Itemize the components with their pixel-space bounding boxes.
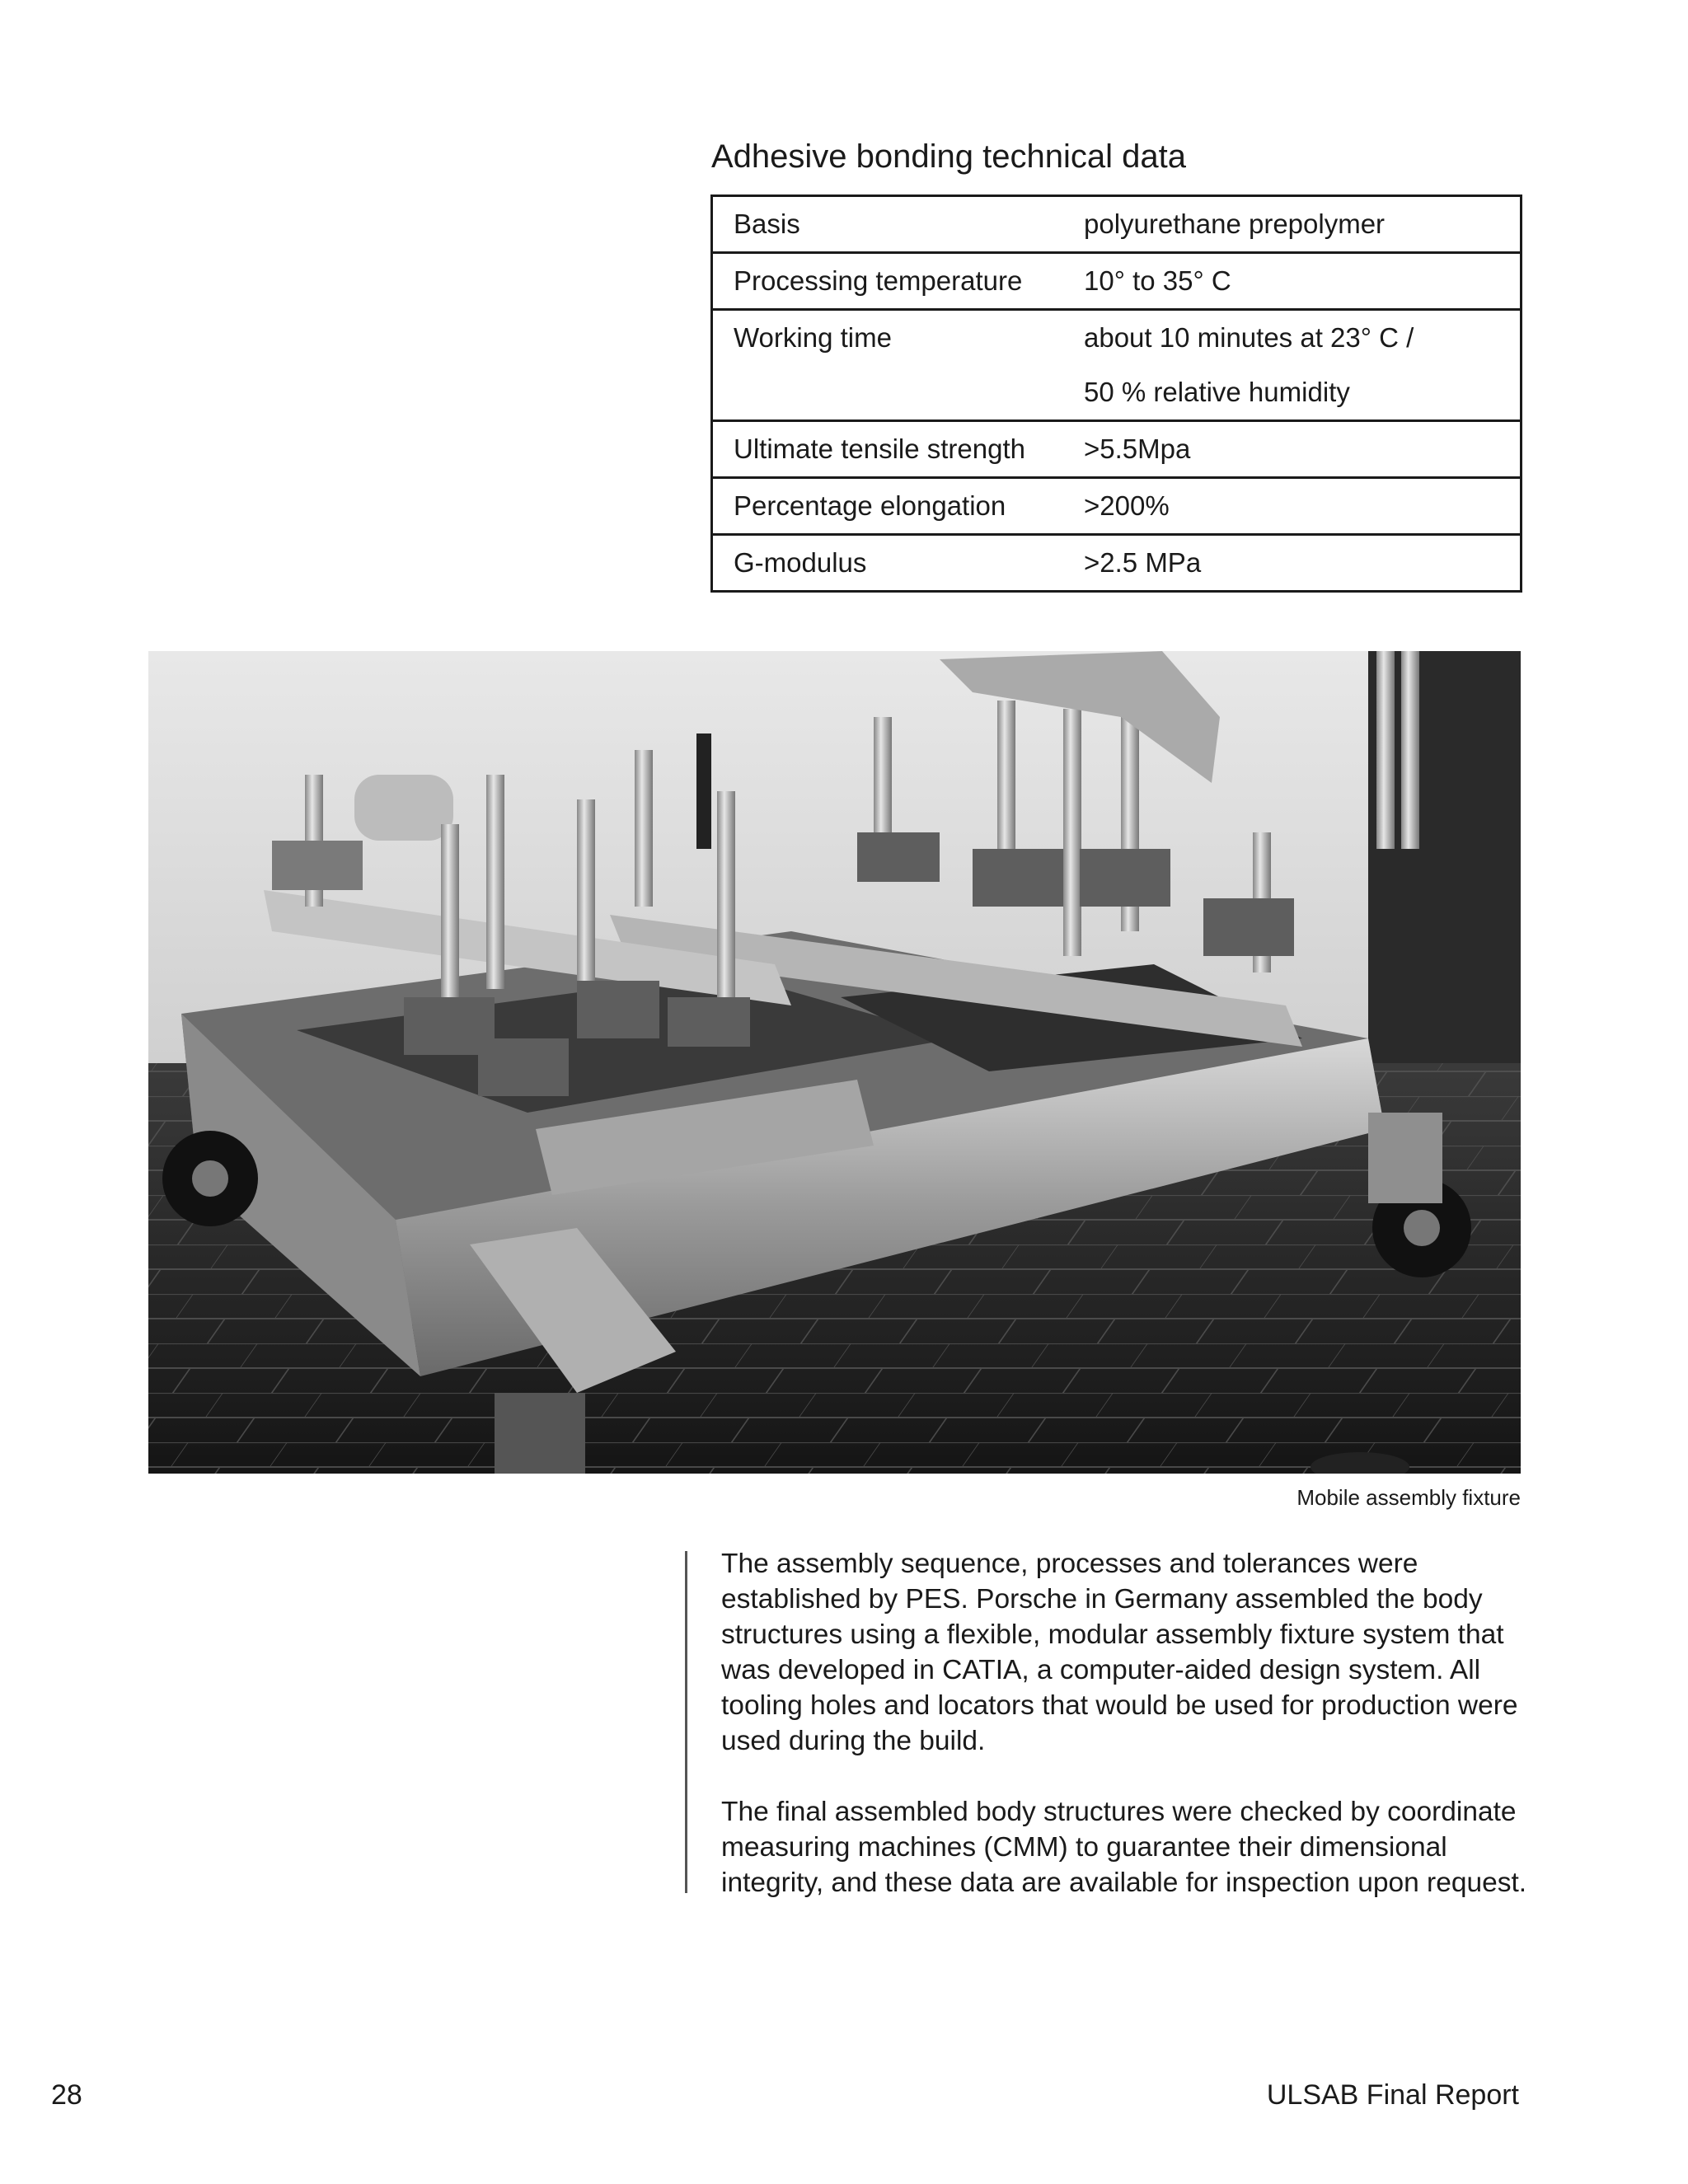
spec-value-line: about 10 minutes at 23° C / — [1084, 322, 1414, 353]
table-row — [713, 533, 1520, 590]
vertical-rule — [685, 1551, 687, 1893]
spec-label: Ultimate tensile strength — [734, 434, 1025, 464]
table-row — [713, 419, 1520, 476]
spec-value-line: >200% — [1084, 490, 1170, 521]
body-paragraph: The final assembled body structures were checked by coordinate measuring machines (CMM) to guarantee their dimensional integrity, and these data are available for inspection upon request. — [721, 1797, 1527, 1898]
body-text — [721, 1546, 1533, 1936]
spec-label: Processing temperature — [734, 265, 1023, 296]
spec-value — [1084, 479, 1520, 533]
spec-value — [1084, 536, 1520, 590]
page-number: 28 — [51, 2079, 82, 2111]
assembly-fixture-photo — [148, 651, 1521, 1474]
spec-label: Percentage elongation — [734, 490, 1006, 521]
spec-label: G-modulus — [734, 547, 867, 578]
spec-value — [1084, 197, 1520, 251]
table-row — [713, 251, 1520, 308]
spec-label: Working time — [734, 322, 892, 353]
table-row — [713, 197, 1520, 251]
figure-caption: Mobile assembly fixture — [1296, 1485, 1521, 1510]
spec-table — [710, 194, 1522, 593]
spec-value — [1084, 254, 1520, 308]
spec-value — [1084, 422, 1520, 476]
spec-value-line: 10° to 35° C — [1084, 265, 1231, 296]
table-title: Adhesive bonding technical data — [711, 138, 1186, 175]
table-row — [713, 308, 1520, 419]
spec-value-line: >2.5 MPa — [1084, 547, 1202, 578]
report-title: ULSAB Final Report — [1266, 2079, 1519, 2111]
body-paragraph: The assembly sequence, processes and tolerances were established by PES. Porsche in Germany assembled the body structures using a flexible, modular assembly fixture system that was developed in CATIA, a computer-aided design system. All tooling holes and locators that would be used for production were used during the build. — [721, 1549, 1518, 1756]
spec-value-line: >5.5Mpa — [1084, 434, 1191, 464]
spec-value-line: polyurethane prepolymer — [1084, 209, 1386, 239]
table-row — [713, 476, 1520, 533]
spec-value-line: 50 % relative humidity — [1084, 377, 1350, 407]
spec-value — [1084, 311, 1520, 419]
spec-label: Basis — [734, 209, 800, 239]
